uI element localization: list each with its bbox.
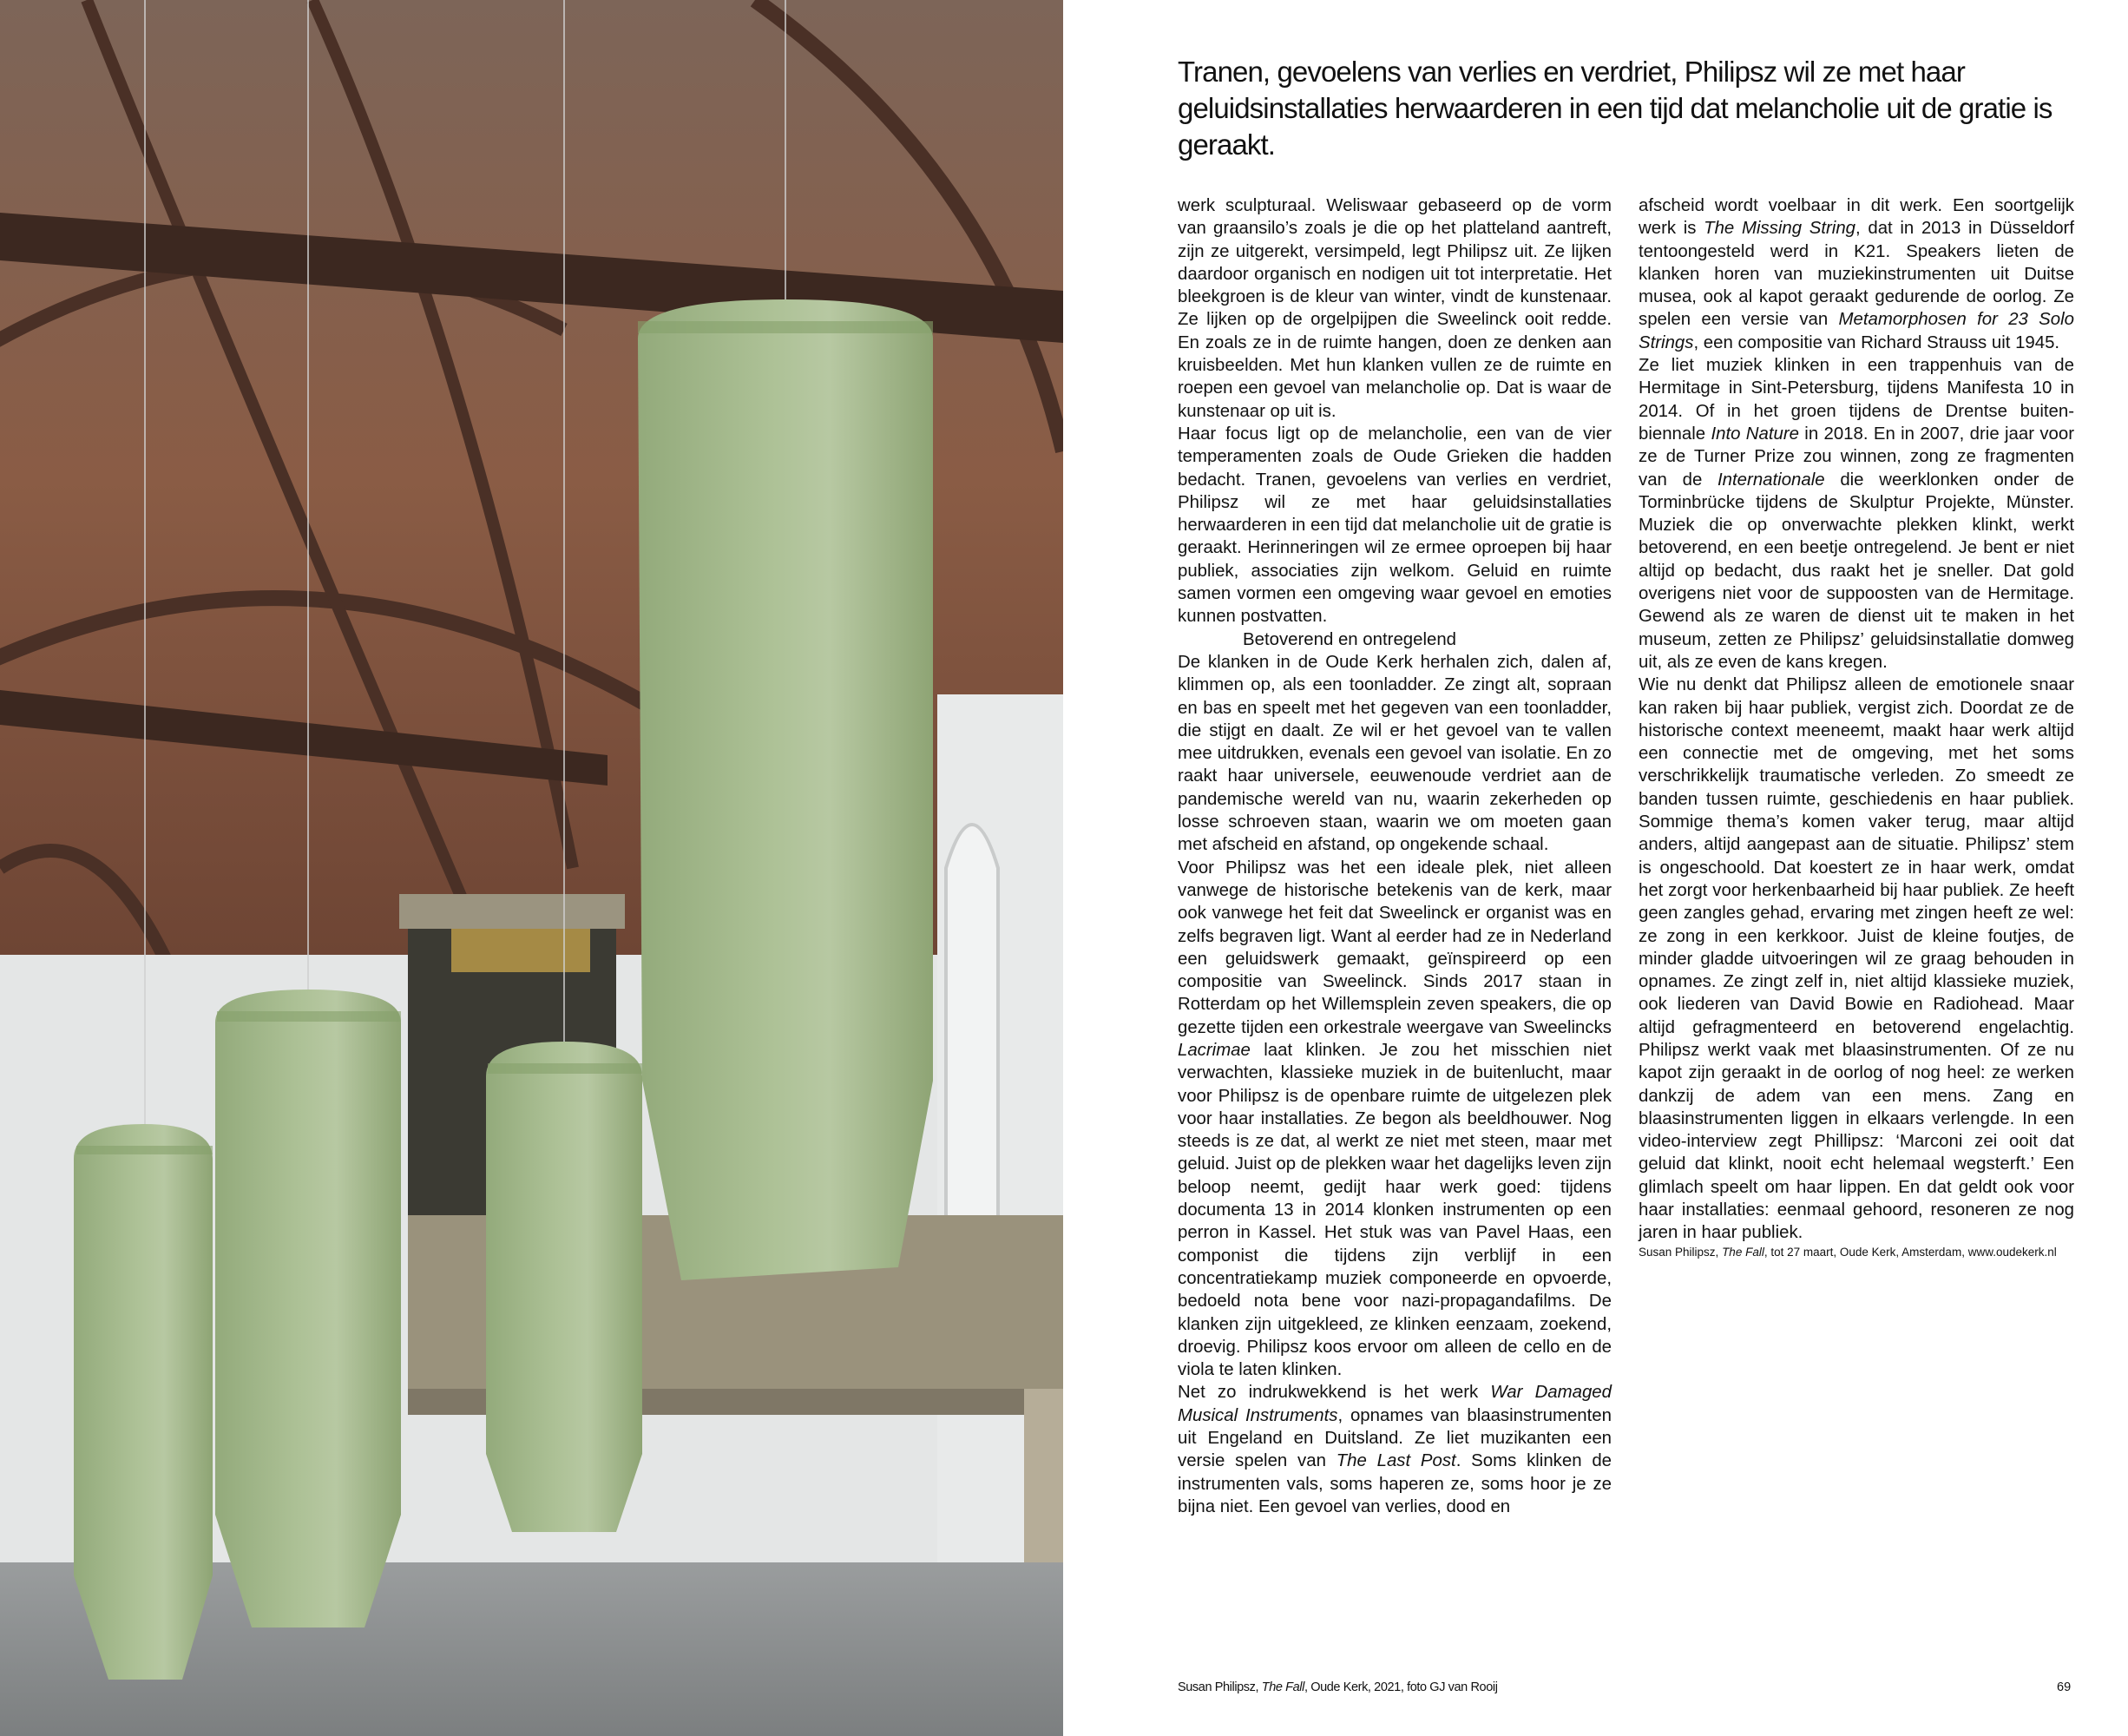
text-run: , Oude Kerk, 2021, foto GJ van Rooij <box>1304 1680 1498 1694</box>
paragraph <box>1178 1381 1612 1518</box>
work-title: The Last Post <box>1336 1451 1456 1471</box>
paragraph: De klanken in de Oude Kerk herhalen zich, dalen af, klimmen op, als een toonladder. Ze zingt alt, sopraan en bas en speelt met het gegeven van een toonladder, die stijgt en daalt. Ze wil er het gevoel van te vallen mee uitdrukken, evenals een gevoel van isolatie. En zo raakt haar universele, eeuwenoude verdriet aan de pandemische wereld van nu, waarin zekerheden op losse schroeven staan, waarin we om moeten gaan met afscheid en afstand, op ongekende schaal. <box>1178 652 1612 855</box>
text-run: , een compositie van Richard Strauss uit 1945. <box>1693 332 2060 352</box>
text-run: Susan Philipsz, <box>1639 1245 1723 1259</box>
section-subheading: Betoverend en ontregelend <box>1243 629 1457 649</box>
paragraph: Haar focus ligt op de melancholie, een van de vier temperamenten zoals de Oude Grieken die hadden bedacht. Tranen, gevoelens van verlies en verdriet, Philipsz wil ze met haar geluidsinstallaties herwaarderen in een tijd dat melancholie uit de gratie is geraakt. Herinneringen wil ze ermee oproepen bij haar publiek, associaties zijn welkom. Geluid en ruimte samen vormen een omgeving waar gevoel en emoties kunnen postvatten. <box>1178 424 1612 627</box>
text-run: Voor Philipsz was het een ideale plek, niet alleen vanwege de historische betekenis van de kerk, maar ook vanwege het feit dat Sweelinck er organist was en zelfs begraven ligt. Want al eerder had ze in Nederland een geluidswerk gemaakt, geïnspireerd op een compositie van Sweelinck. Sinds 2017 staan in Rotterdam op het Willemsplein zeven speakers, die op gezette tijden een orkestrale weergave van Sweelincks <box>1178 858 1612 1037</box>
text-run: afscheid wordt voelbaar in dit werk. Een soortgelijk werk is <box>1639 196 2074 239</box>
text-run: Ze liet muziek klinken in een trappenhuis van de Hermitage in Sint-Petersburg, tijdens Manifesta 10 in 2014. Of in het groen tijdens de Drentse buiten-biennale <box>1639 356 2074 444</box>
text-run: Net zo indrukwekkend is het werk <box>1178 1383 1491 1403</box>
installation-photo <box>0 0 1063 1736</box>
work-title: The Fall <box>1722 1245 1764 1259</box>
pull-quote-headline: Tranen, gevoelens van verlies en verdriet, Philipsz wil ze met haar geluidsinstallaties herwaarderen in een tijd dat melancholie uit de gratie is geraakt. <box>1178 56 2052 161</box>
text-run: , dat in 2013 in Düsseldorf tentoongesteld werd in K21. Speakers lieten de klanken horen van muziekinstrumenten uit Duitse musea, ook al kapot geraakt gedurende de oorlog. Ze spelen een versie van <box>1639 219 2075 330</box>
page-number: 69 <box>2057 1680 2072 1694</box>
text-run: laat klinken. Je zou het misschien niet verwachten, klassieke muziek in de buitenlucht, maar voor Philipsz is de openbare ruimte de uitgelezen plek voor haar installaties. Ze begon als beeldhouwer. Nog steeds is ze dat, al werkt ze niet met steen, maar met geluid. Juist op de plekken waar het dagelijks leven zijn beloop neemt, gedijt haar werk goed: tijdens documenta 13 in 2014 klonken instrumenten op een perron in Kassel. Het stuk was van Pavel Haas, een componist die tijdens zijn verblijf in een concentratiekamp muziek componeerde en opvoerde, bedoeld nota bene voor nazi-propagandafilms. De klanken zijn uitgekleed, ze klinken eenzaam, zoekend, droevig. Philipsz koos ervoor om alleen de cello en de viola te laten klinken. <box>1178 1040 1612 1380</box>
work-title: Metamorphosen for 23 Solo Strings <box>1639 310 2074 352</box>
text-run: , tot 27 maart, Oude Kerk, Amsterdam, www.oudekerk.nl <box>1763 1245 2057 1259</box>
text-run: die weerklonken onder de Torminbrücke tijdens de Skulptur Projekte, Münster. Muziek die op onverwachte plekken klinkt, werkt betoverend, en een beetje ontregelend. Je bent er niet altijd op bedacht, dus raakt het je sneller. Dat gold overigens niet voor de suppoosten van de Hermitage. Gewend als ze waren de dienst uit te maken in het museum, zetten ze Philipsz’ geluidsinstallatie domweg uit, als ze even de kans kregen. <box>1639 470 2075 672</box>
paragraph: Wie nu denkt dat Philipsz alleen de emotionele snaar kan raken bij haar publiek, vergist zich. Doordat ze de historische context meeneemt, maakt haar werk altijd een connectie met de omgeving, met het soms verschrikkelijk traumatische verleden. Zo smeedt ze banden tussen ruimte, geschiedenis en haar publiek. Sommige thema’s komen vaker terug, maar altijd anders, altijd aangepast aan de situatie. Philipsz’ stem is ongeschoold. Dat koestert ze in haar werk, omdat het zorgt voor herkenbaarheid bij haar publiek. Ze heeft geen zangles gehad, ervaring met zingen heeft ze wel: ze zong in een kerkkoor. Juist de kleine foutjes, de minder gladde uitvoeringen wil ze graag behouden in opnames. Ze zingt zelf in, niet altijd klassieke muziek, ook liederen van David Bowie en Radiohead. Maar altijd gefragmenteerd en betoverend engelachtig. Philipsz werkt vaak met blaasinstrumenten. Of ze nu kapot zijn geraakt in de oorlog of nog heel: ze werken dankzij de adem van een mens. Zang en blaasinstrumenten liggen in elkaars verlengde. In een video-interview zegt Phillipsz: ‘Marconi zei ooit dat geluid dat klinkt, nooit echt helemaal wegsterft.’ Een glimlach speelt om haar lippen. En dat geldt ook voor haar installaties: eenmaal gehoord, resoneren ze nog jaren in haar publiek. <box>1639 675 2074 1243</box>
exhibition-credit <box>1639 1245 2074 1260</box>
article-column-left <box>1178 194 1612 1518</box>
work-title: Lacrimae <box>1178 1040 1251 1060</box>
work-title: Internationale <box>1718 470 1825 490</box>
text-run: , opnames van blaasinstrumenten uit Engeland en Duitsland. Ze liet muzikanten een versie spelen van <box>1178 1405 1612 1471</box>
text-run: Susan Philipsz, <box>1178 1680 1262 1694</box>
paragraph: werk sculpturaal. Weliswaar gebaseerd op de vorm van graansilo’s zoals je die op het platteland aantreft, zijn ze uitgerekt, versimpeld, legt Philipsz uit. Ze lijken daardoor organisch en nodigen uit tot interpretatie. Het bleekgroen is de kleur van winter, vindt de kunstenaar. Ze lijken op de orgelpijpen die Sweelinck ooit redde. En zoals ze in de ruimte hangen, doen ze denken aan kruisbeelden. Met hun klanken vullen ze de ruimte en roepen een gevoel van melancholie op. Dat is waar de kunstenaar op uit is. <box>1178 196 1612 421</box>
paragraph <box>1178 857 1612 1382</box>
paragraph <box>1639 354 2074 674</box>
paragraph <box>1639 194 2074 354</box>
work-title: Into Nature <box>1711 424 1799 444</box>
article-column-right <box>1639 194 2074 1260</box>
text-run: in 2018. En in 2007, drie jaar voor ze de Turner Prize zou winnen, zong ze fragmenten van de <box>1639 424 2074 490</box>
work-title: War Damaged Musical Instruments <box>1178 1383 1612 1425</box>
work-title: The Missing String <box>1704 219 1856 239</box>
photo-caption <box>1178 1680 1498 1694</box>
church-interior-illustration <box>0 0 1063 1736</box>
text-run: . Soms klinken de instrumenten vals, soms haperen ze, soms hoor je ze bijna niet. Een gevoel van verlies, dood en <box>1178 1451 1612 1516</box>
work-title: The Fall <box>1261 1680 1304 1694</box>
